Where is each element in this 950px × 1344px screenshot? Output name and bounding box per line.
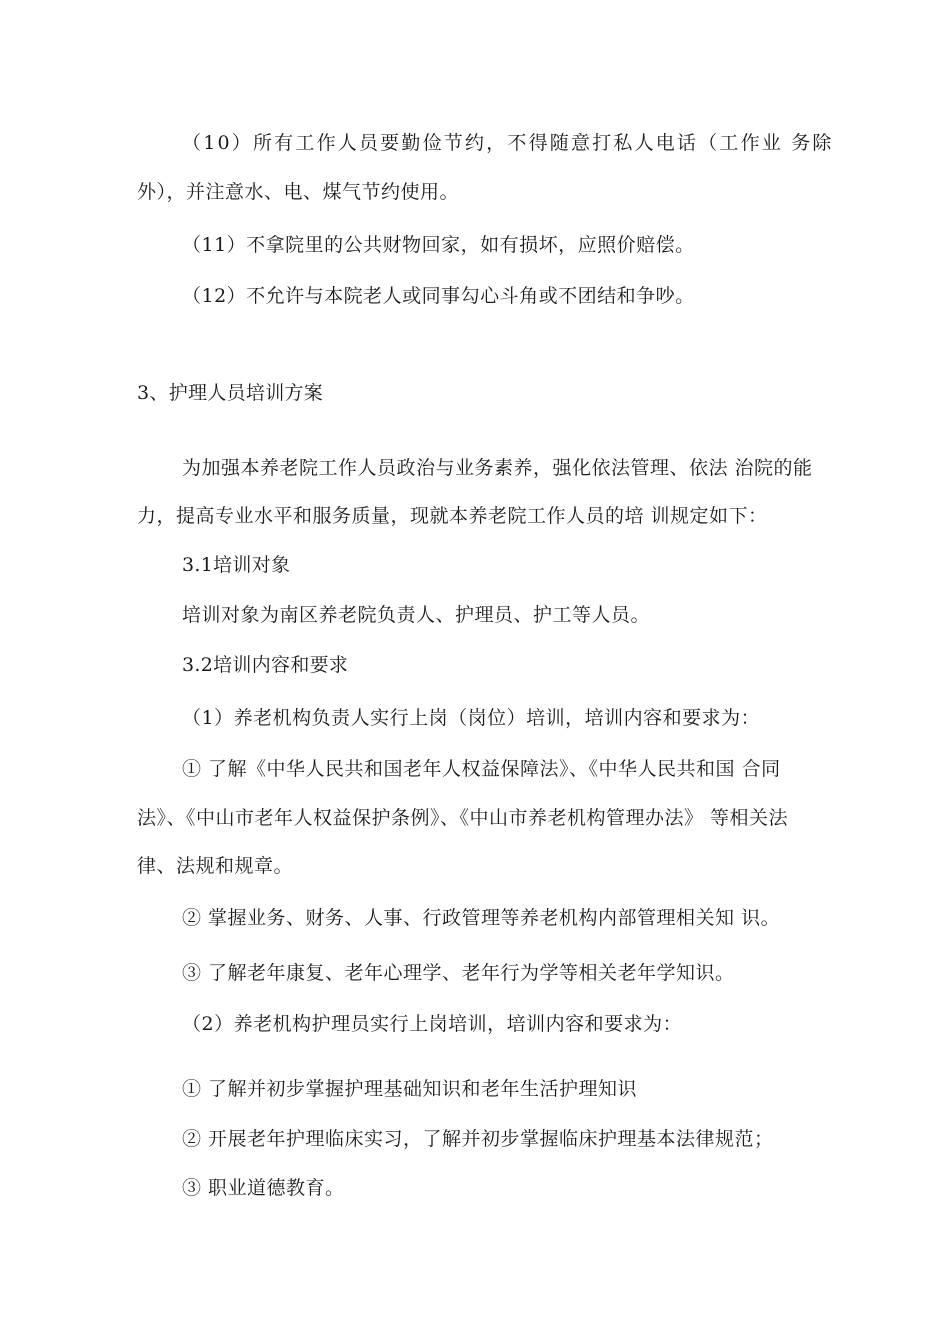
intro-paragraph-line-2: 力，提高专业水平和服务质量，现就本养老院工作人员的培 训规定如下： bbox=[137, 505, 768, 527]
item-1-point-1-line-2: 法》、《中山市老年人权益保护条例》、《中山市养老机构管理办法》 等相关法 bbox=[137, 807, 789, 829]
intro-paragraph-line-1: 为加强本养老院工作人员政治与业务素养，强化依法管理、依法 治院的能 bbox=[182, 457, 813, 479]
section-heading-3: 3、护理人员培训方案 bbox=[137, 382, 324, 404]
item-2-point-1: ① 了解并初步掌握护理基础知识和老年生活护理知识 bbox=[182, 1078, 638, 1100]
paragraph-rule-11: （11）不拿院里的公共财物回家，如有损坏，应照价赔偿。 bbox=[182, 234, 695, 256]
item-2-point-2: ② 开展老年护理临床实习，了解并初步掌握临床护理基本法律规范； bbox=[182, 1128, 774, 1150]
item-1-point-2: ② 掌握业务、财务、人事、行政管理等养老机构内部管理相关知 识。 bbox=[182, 907, 781, 929]
item-2-heading: （2）养老机构护理员实行上岗培训，培训内容和要求为： bbox=[182, 1013, 683, 1035]
item-1-heading: （1）养老机构负责人实行上岗（岗位）培训，培训内容和要求为： bbox=[182, 707, 761, 729]
training-target-text: 培训对象为南区养老院负责人、护理员、护工等人员。 bbox=[182, 604, 651, 626]
paragraph-rule-12: （12）不允许与本院老人或同事勾心斗角或不团结和争吵。 bbox=[182, 285, 695, 307]
subsection-heading-3-1: 3.1培训对象 bbox=[182, 554, 291, 576]
paragraph-rule-10-line-1: （10）所有工作人员要勤俭节约，不得随意打私人电话（工作业 务除 bbox=[182, 132, 834, 154]
subsection-heading-3-2: 3.2培训内容和要求 bbox=[182, 654, 349, 676]
paragraph-rule-10-line-2: 外），并注意水、电、煤气节约使用。 bbox=[137, 181, 460, 203]
item-2-point-3: ③ 职业道德教育。 bbox=[182, 1177, 345, 1199]
item-1-point-1-line-3: 律、法规和规章。 bbox=[137, 855, 294, 877]
item-1-point-1-line-1: ① 了解《中华人民共和国老年人权益保障法》、《中华人民共和国 合同 bbox=[182, 758, 781, 780]
item-1-point-3: ③ 了解老年康复、老年心理学、老年行为学等相关老年学知识。 bbox=[182, 962, 735, 984]
